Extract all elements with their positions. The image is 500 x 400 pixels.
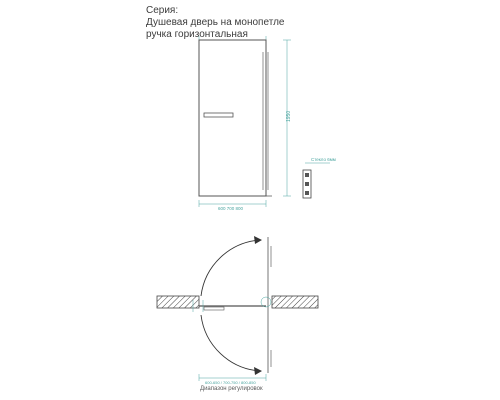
detail-label: Стекло 6мм — [311, 157, 336, 162]
plan-view — [157, 236, 318, 385]
handle-type: ручка горизонтальная — [146, 29, 248, 40]
range-label: 600-650 / 700-750 / 800-850 — [205, 380, 256, 385]
product-name: Душевая дверь на монопетле — [146, 17, 285, 28]
horizontal-handle — [204, 113, 233, 117]
width-label: 600 700 800 — [218, 206, 244, 211]
glass-panel — [199, 40, 266, 196]
profile-hole-1 — [305, 173, 309, 177]
series-label: Серия: — [146, 5, 179, 16]
wall-right — [272, 296, 318, 308]
swing-arc-lower — [201, 315, 260, 371]
adjustment-caption: Диапазон регулировок — [200, 386, 263, 392]
front-view — [199, 36, 336, 211]
wall-left — [157, 296, 199, 308]
arrow-upper — [254, 236, 262, 244]
swing-arc-upper — [201, 240, 260, 296]
profile-hole-3 — [305, 191, 309, 195]
profile-hole-2 — [305, 182, 309, 186]
plan-handle — [204, 307, 224, 310]
height-label: 1950 — [286, 110, 292, 122]
arrow-lower — [254, 367, 262, 375]
